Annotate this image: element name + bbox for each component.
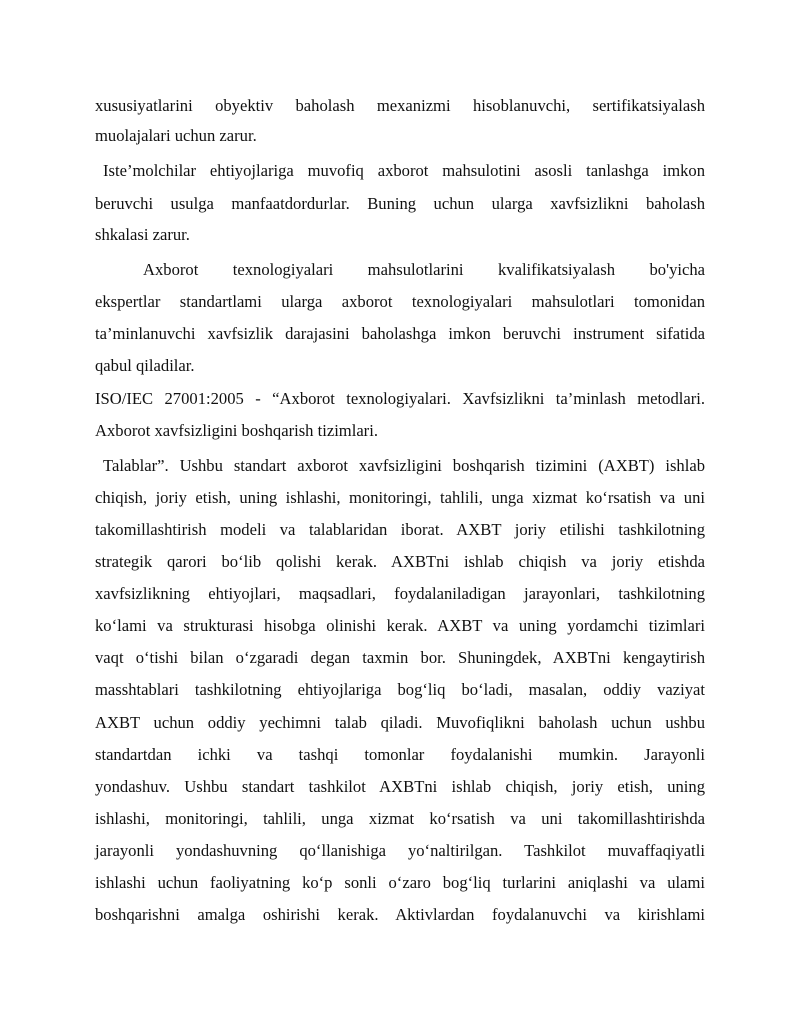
text-line: Talablar”. Ushbu standart axborot xavfsizligini boshqarish tizimini (AXBT) ishlab	[103, 456, 705, 475]
text-line: qabul qiladilar.	[95, 356, 195, 375]
text-line: jarayonli yondashuvning qo‘llanishiga yo‘naltirilgan. Tashkilot muvaffaqiyatli	[95, 841, 705, 860]
text-line: vaqt o‘tishi bilan o‘zgaradi degan taxmin bor. Shuningdek, AXBTni kengaytirish	[95, 648, 705, 667]
text-line: muolajalari uchun zarur.	[95, 126, 257, 145]
text-line: chiqish, joriy etish, uning ishlashi, monitoringi, tahlili, unga xizmat ko‘rsatish va uni	[95, 488, 705, 507]
text-line: xavfsizlikning ehtiyojlari, maqsadlari, foydalaniladigan jarayonlari, tashkilotning	[95, 584, 705, 603]
text-line: ishlashi uchun faoliyatning ko‘p sonli o‘zaro bog‘liq turlarini aniqlashi va ulami	[95, 873, 705, 892]
text-line: takomillashtirish modeli va talablaridan iborat. AXBT joriy etilishi tashkilotning	[95, 520, 705, 539]
text-line: beruvchi usulga manfaatdordurlar. Buning uchun ularga xavfsizlikni baholash	[95, 194, 705, 213]
text-line: shkalasi zarur.	[95, 225, 190, 244]
text-line: ta’minlanuvchi xavfsizlik darajasini baholashga imkon beruvchi instrument sifatida	[95, 324, 705, 343]
text-line: boshqarishni amalga oshirishi kerak. Aktivlardan foydalanuvchi va kirishlami	[95, 905, 705, 924]
text-line: ishlashi, monitoringi, tahlili, unga xizmat ko‘rsatish va uni takomillashtirishda	[95, 809, 705, 828]
text-line: masshtablari tashkilotning ehtiyojlariga bog‘liq bo‘ladi, masalan, oddiy vaziyat	[95, 680, 705, 699]
text-line: ekspertlar standartlami ularga axborot texnologiyalari mahsulotlari tomonidan	[95, 292, 705, 311]
text-line: Iste’molchilar ehtiyojlariga muvofiq axborot mahsulotini asosli tanlashga imkon	[103, 161, 705, 180]
text-line: strategik qarori bo‘lib qolishi kerak. AXBTni ishlab chiqish va joriy etishda	[95, 552, 705, 571]
text-line: AXBT uchun oddiy yechimni talab qiladi. Muvofiqlikni baholash uchun ushbu	[95, 713, 705, 732]
text-line: ISO/IEC 27001:2005 - “Axborot texnologiyalari. Xavfsizlikni ta’minlash metodlari.	[95, 389, 705, 408]
text-line: yondashuv. Ushbu standart tashkilot AXBTni ishlab chiqish, joriy etish, uning	[95, 777, 705, 796]
text-line: ko‘lami va strukturasi hisobga olinishi kerak. AXBT va uning yordamchi tizimlari	[95, 616, 705, 635]
text-line: xususiyatlarini obyektiv baholash mexanizmi hisoblanuvchi, sertifikatsiyalash	[95, 96, 705, 115]
text-line: standartdan ichki va tashqi tomonlar foydalanishi mumkin. Jarayonli	[95, 745, 705, 764]
text-line: Axborot xavfsizligini boshqarish tizimlari.	[95, 421, 378, 440]
text-line: Axborot texnologiyalari mahsulotlarini kvalifikatsiyalash bo'yicha	[143, 260, 705, 279]
